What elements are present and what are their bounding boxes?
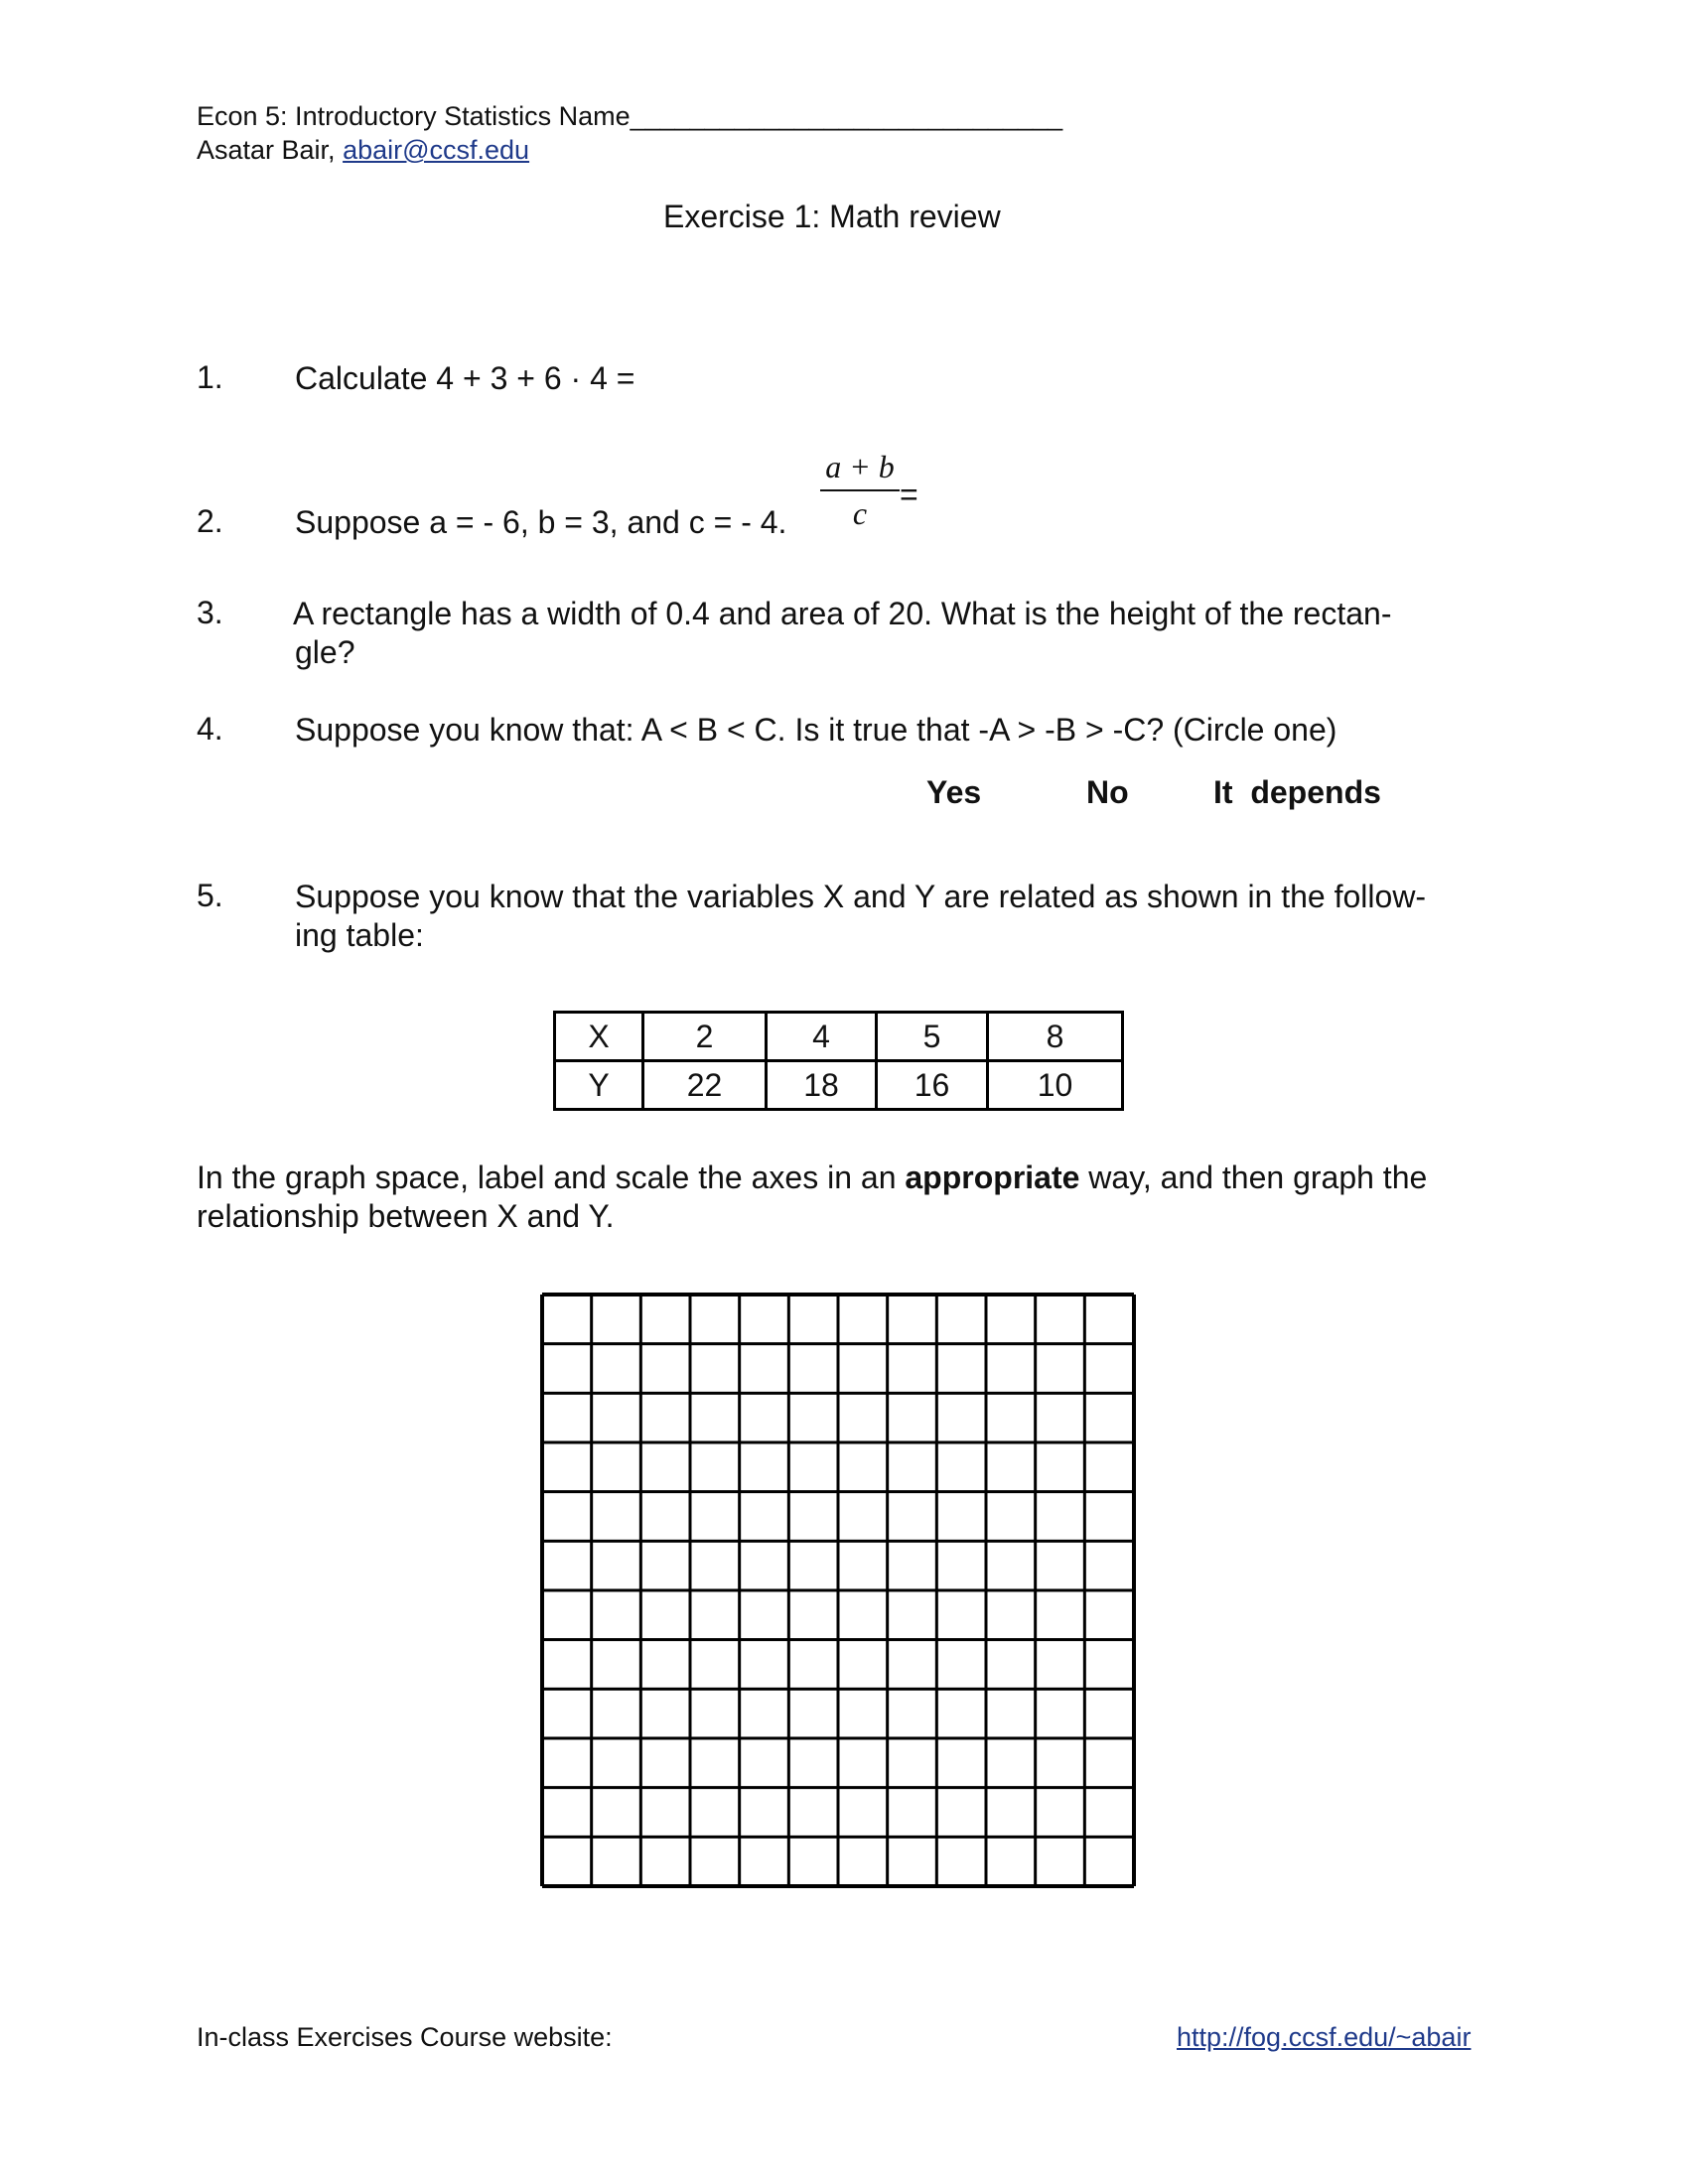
q2-text: Suppose a = - 6, b = 3, and c = - 4. <box>295 504 787 540</box>
q4-number: 4. <box>197 711 223 747</box>
option-it-depends[interactable]: It depends <box>1213 774 1381 810</box>
instruction-line2: relationship between X and Y. <box>197 1198 615 1234</box>
fraction-bar <box>820 489 900 491</box>
q3-line1: A rectangle has a width of 0.4 and area of 20. What is the height of the rectan- <box>293 596 1392 631</box>
graph-grid[interactable] <box>536 1289 1142 1894</box>
table-row-x <box>555 1013 1123 1061</box>
q2-fraction <box>820 449 900 532</box>
table-cell: X <box>555 1013 643 1061</box>
footer-left: In-class Exercises Course website: <box>197 2022 613 2052</box>
q5-line2: ing table: <box>295 917 424 953</box>
q2-number: 2. <box>197 503 223 539</box>
instruction-bold: appropriate <box>905 1160 1080 1195</box>
q4-text: Suppose you know that: A < B < C. Is it true that -A > -B > -C? (Circle one) <box>295 712 1337 748</box>
table-cell: 18 <box>767 1061 877 1110</box>
q1-number: 1. <box>197 359 223 395</box>
q3-line2: gle? <box>295 634 355 670</box>
instruction-part1: In the graph space, label and scale the axes in an <box>197 1160 906 1195</box>
author-name: Asatar Bair, <box>197 135 344 165</box>
table-cell: 4 <box>767 1013 877 1061</box>
table-cell: 2 <box>643 1013 767 1061</box>
instruction-line1 <box>197 1158 1427 1197</box>
q5-line1: Suppose you know that the variables X and Y are related as shown in the follow- <box>295 879 1427 914</box>
table-cell: 10 <box>988 1061 1123 1110</box>
course-line: Econ 5: Introductory Statistics Name_____________________________ <box>197 101 1063 131</box>
q1-text: Calculate 4 + 3 + 6 · 4 = <box>295 360 635 396</box>
option-yes[interactable]: Yes <box>926 774 982 810</box>
table-cell: 8 <box>988 1013 1123 1061</box>
table-cell: 16 <box>877 1061 988 1110</box>
email-link[interactable]: abair@ccsf.edu <box>343 135 530 165</box>
fraction-numerator: a + b <box>825 449 895 484</box>
author-line <box>197 133 529 167</box>
option-no[interactable]: No <box>1086 774 1129 810</box>
table-cell: Y <box>555 1061 643 1110</box>
q5-number: 5. <box>197 878 223 913</box>
table-row-y <box>555 1061 1123 1110</box>
fraction-denominator: c <box>852 495 868 531</box>
xy-table <box>553 1011 1124 1111</box>
table-cell: 5 <box>877 1013 988 1061</box>
fraction-equals: = <box>900 477 918 512</box>
instruction-part2: way, and then graph the <box>1079 1160 1428 1195</box>
table-cell: 22 <box>643 1061 767 1110</box>
page-title: Exercise 1: Math review <box>663 199 1001 234</box>
q3-number: 3. <box>197 595 223 630</box>
course-website-link[interactable]: http://fog.ccsf.edu/~abair <box>1177 2022 1472 2052</box>
